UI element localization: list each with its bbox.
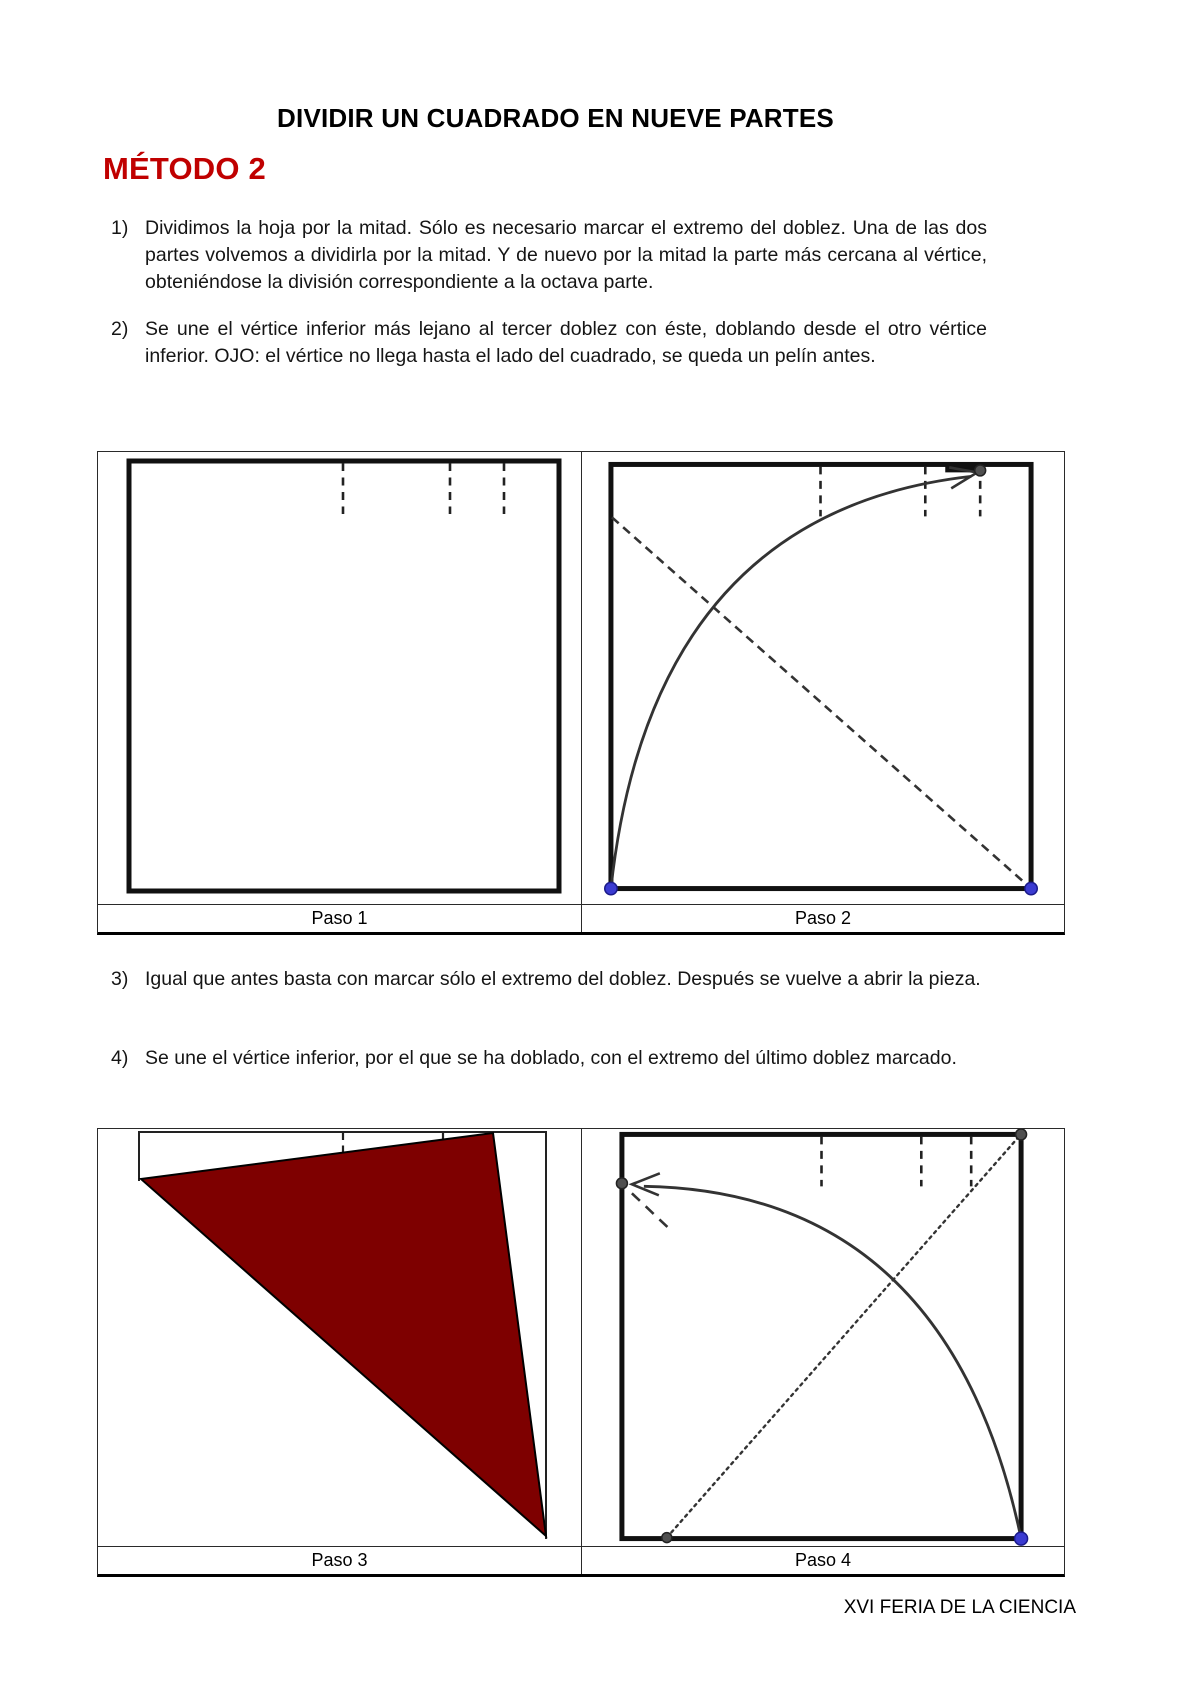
step-text: Se une el vértice inferior más lejano al tercer doblez con éste, doblando desde el otro vértice inferior. OJO: el vértice no llega hasta el lado del cuadrado, se queda un pelín antes. [145,318,987,367]
arrowhead [632,1173,660,1195]
step-number: 1) [111,217,129,239]
bottom-right-vertex-dot [1025,882,1037,894]
figure-steps-3-4 [97,1128,1065,1577]
paso-1-diagram [98,452,581,904]
paso-4-panel [581,1129,1064,1546]
paso-3-diagram [98,1129,581,1546]
caption-paso-4: Paso 4 [581,1547,1064,1574]
step-item-2 [111,316,987,370]
figure-panels [98,1129,1064,1546]
fold-motion-arc [611,476,971,888]
fold-crease-dotted-line [667,1136,1019,1537]
fold-crease-dashed-line [612,517,1030,887]
paso-2-diagram [582,452,1064,904]
paso-4-diagram [582,1129,1064,1546]
paso-3-panel [98,1129,581,1546]
step-text: Se une el vértice inferior, por el que se ha doblado, con el extremo del último doblez marcado. [145,1047,957,1069]
bottom-left-vertex-dot [605,882,617,894]
page-title: DIVIDIR UN CUADRADO EN NUEVE PARTES [277,103,834,133]
footer-text: XVI FERIA DE LA CIENCIA [843,1597,1076,1618]
bottom-edge-mark-dot [662,1533,672,1543]
method-heading: MÉTODO 2 [103,151,266,186]
figure-panels [98,452,1064,904]
folded-triangle [141,1133,546,1536]
bottom-right-vertex-dot [1015,1532,1028,1545]
paso-1-panel [98,452,581,904]
target-point-dot [616,1178,627,1189]
paper-square [611,464,1031,888]
target-point-dot [975,465,986,476]
fold-motion-arc [644,1186,1021,1538]
paper-square [622,1134,1021,1538]
top-right-vertex-dot [1016,1129,1027,1140]
caption-paso-3: Paso 3 [311,1550,368,1570]
step-number: 4) [111,1047,129,1069]
step-number: 3) [111,968,129,990]
caption-paso-2: Paso 2 [581,905,1064,932]
step-item-4 [111,1045,987,1072]
step-item-3 [111,966,987,993]
figure-caption-row [98,1546,1064,1574]
figure-caption-row [98,904,1064,932]
step-number: 2) [111,318,129,340]
step-text: Dividimos la hoja por la mitad. Sólo es necesario marcar el extremo del doblez. Una de las dos partes volvemos a dividirla por la mitad. Y de nuevo por la mitad la parte más cercana al vértice, obteniéndose la división correspondiente a la octava parte. [145,217,987,293]
crease-mark-stub [632,1193,670,1229]
paper-square [129,461,559,891]
caption-paso-1: Paso 1 [311,908,368,928]
step-text: Igual que antes basta con marcar sólo el extremo del doblez. Después se vuelve a abrir la pieza. [145,968,981,990]
step-item-1 [111,215,987,296]
figure-steps-1-2 [97,451,1065,935]
paso-2-panel [581,452,1064,904]
